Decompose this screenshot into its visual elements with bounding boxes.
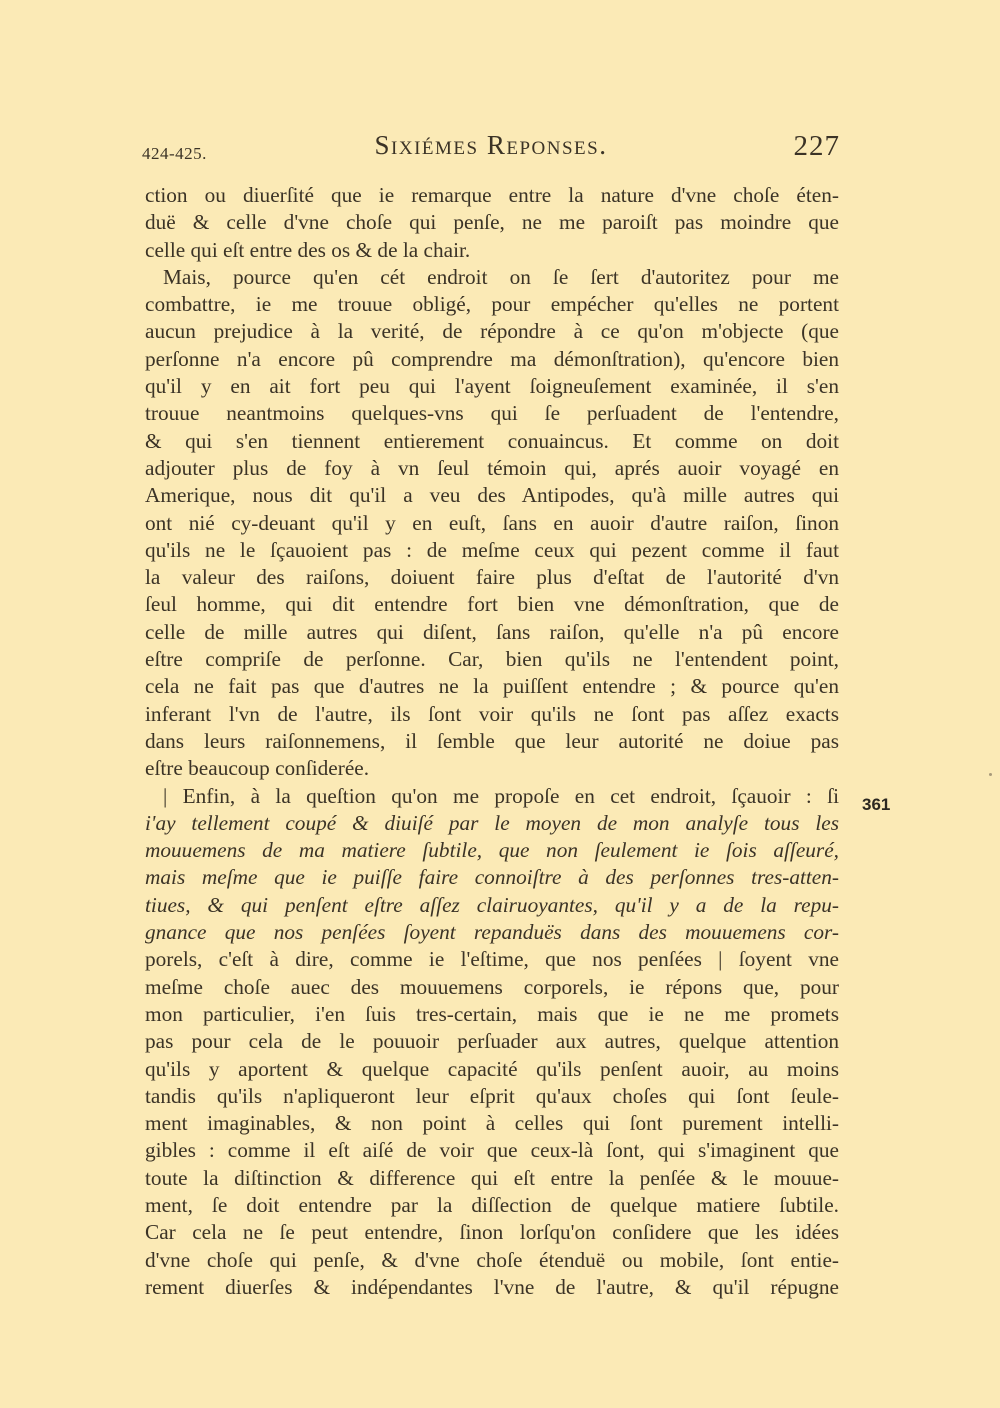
margin-page-reference: 361 — [862, 795, 891, 814]
text-line: ction ou diuerſité que ie remarque entre la nature d'vne choſe éten- — [145, 183, 839, 207]
text-line: Mais, pource qu'en cét endroit on ſe ſert d'autoritez pour me — [163, 264, 839, 289]
text-line: qu'ils ne le ſçauoient pas : de meſme ceux qui pezent comme il faut — [145, 537, 839, 562]
page-number: 227 — [793, 130, 840, 162]
page-reference: 424-425. — [142, 144, 207, 163]
body-text — [145, 182, 839, 1301]
text-line: eſtre compriſe de perſonne. Car, bien qu'ils ne l'entendent point, — [145, 647, 839, 672]
text-line: pas pour cela de le pouuoir perſuader aux autres, quelque attention — [145, 1029, 839, 1054]
paper-speck — [989, 773, 992, 776]
running-header — [142, 130, 840, 174]
text-line: combattre, ie me trouue obligé, pour empécher qu'elles ne portent — [145, 292, 839, 317]
text-line: la valeur des raiſons, doiuent faire plus d'eſtat de l'autorité d'vn — [145, 565, 839, 590]
text-line: inferant l'vn de l'autre, ils ſont voir qu'ils ne ſont pas aſſez exacts — [145, 701, 839, 726]
text-line: qu'il y en ait fort peu qui l'ayent ſoigneuſement examinée, il s'en — [145, 374, 839, 399]
text-line: perſonne n'a encore pû comprendre ma démonſtration), qu'encore bien — [145, 346, 839, 371]
text-line: mouuemens de ma matiere ſubtile, que non ſeulement ie ſois aſſeuré, — [145, 838, 839, 863]
text-line: & qui s'en tiennent entierement conuaincus. Et comme on doit — [145, 428, 839, 453]
text-line: rement diuerſes & indépendantes l'vne de l'autre, & qu'il répugne — [145, 1274, 839, 1299]
text-line: ont nié cy-deuant qu'il y en euſt, ſans en auoir d'autre raiſon, ſinon — [145, 510, 839, 535]
text-line: meſme choſe auec des mouuemens corporels, ie répons que, pour — [145, 974, 839, 999]
text-line: duë & celle d'vne choſe qui penſe, ne me paroiſt pas moindre que — [145, 210, 839, 235]
text-line: ment, ſe doit entendre par la diſſection de quelque matiere ſubtile. — [145, 1192, 839, 1217]
text-line: celle de mille autres qui diſent, ſans raiſon, qu'elle n'a pû encore — [145, 619, 839, 644]
text-line: qu'ils y aportent & quelque capacité qu'ils penſent auoir, au moins — [145, 1056, 839, 1081]
text-line: gnance que nos penſées ſoyent repanduës dans des mouuemens cor- — [145, 920, 839, 945]
text-line: mais meſme que ie puiſſe faire connoiſtre à des perſonnes tres-atten- — [145, 865, 839, 890]
text-line: aucun prejudice à la verité, de répondre à ce qu'on m'objecte (que — [145, 319, 839, 344]
text-line: tandis qu'ils n'apliqueront leur eſprit qu'aux choſes qui ſont ſeule- — [145, 1083, 839, 1108]
section-title: Sixiémes Reponses. — [374, 130, 608, 160]
text-line: d'vne choſe qui penſe, & d'vne choſe étenduë ou mobile, ſont entie- — [145, 1247, 839, 1272]
text-line: i'ay tellement coupé & diuiſé par le moyen de mon analyſe tous les — [145, 810, 839, 835]
text-line: porels, c'eſt à dire, comme ie l'eſtime, que nos penſées | ſoyent vne — [145, 947, 839, 972]
text-line: trouue neantmoins quelques-vns qui ſe perſuadent de l'entendre, — [145, 401, 839, 426]
text-line: tiues, & qui penſent eſtre aſſez clairuoyantes, qu'il y a de la repu- — [145, 892, 839, 917]
text-line: toute la diſtinction & difference qui eſt entre la penſée & le mouue- — [145, 1165, 839, 1190]
text-line: ment imaginables, & non point à celles qui ſont purement intelli- — [145, 1111, 839, 1136]
text-line: adjouter plus de foy à vn ſeul témoin qui, aprés auoir voyagé en — [145, 455, 839, 480]
text-line: eſtre beaucoup conſiderée. — [145, 756, 370, 781]
text-line: celle qui eſt entre des os & de la chair. — [145, 237, 471, 262]
text-line: Amerique, nous dit qu'il a veu des Antipodes, qu'à mille autres qui — [145, 483, 839, 508]
text-line: cela ne fait pas que d'autres ne la puiſſent entendre ; & pource qu'en — [145, 674, 839, 699]
text-line: dans leurs raiſonnemens, il ſemble que leur autorité ne doiue pas — [145, 728, 839, 753]
text-line: | Enfin, à la queſtion qu'on me propoſe en cet endroit, ſçauoir : ſi — [163, 783, 839, 808]
text-line: mon particulier, i'en ſuis tres-certain, mais que ie ne me promets — [145, 1001, 839, 1026]
text-line: gibles : comme il eſt aiſé de voir que ceux-là ſont, qui s'imaginent que — [145, 1138, 839, 1163]
text-line: Car cela ne ſe peut entendre, ſinon lorſqu'on conſidere que les idées — [145, 1220, 839, 1245]
text-line: ſeul homme, qui dit entendre fort bien vne démonſtration, que de — [145, 592, 839, 617]
